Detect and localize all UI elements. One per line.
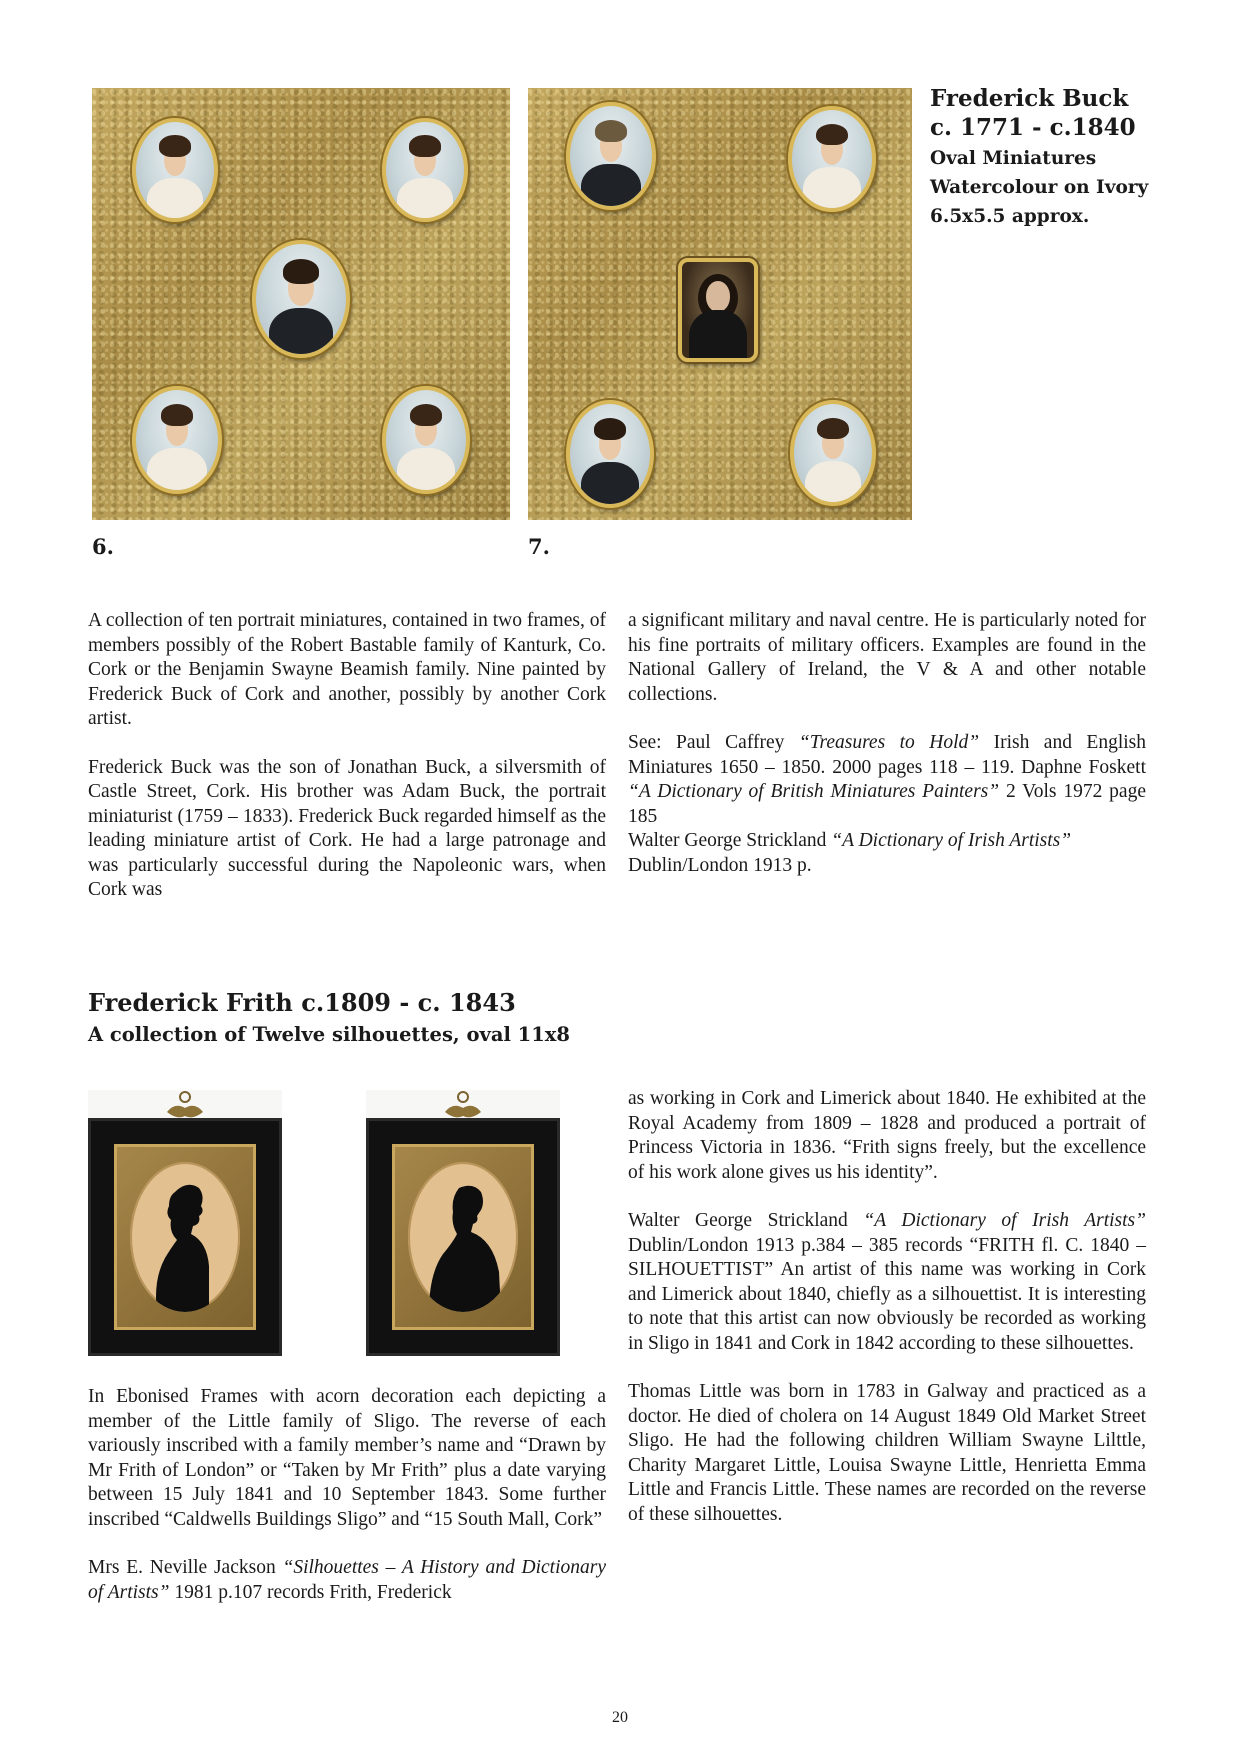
miniature-woman-rectangular-center: [678, 258, 758, 362]
woman-silhouette-icon: [130, 1162, 240, 1312]
frith-subtitle: A collection of Twelve silhouettes, oval 11x8: [88, 1023, 570, 1046]
miniature-woman-top-right: [382, 118, 468, 222]
artist-title: Frederick Buck: [930, 85, 1129, 112]
miniature-woman-bottom-left: [132, 386, 222, 494]
medium-line-1: Oval Miniatures: [930, 148, 1097, 169]
miniature-man-top-left: [566, 102, 656, 210]
miniature-size: 6.5x5.5 approx.: [930, 206, 1090, 227]
silhouette-frame-man: [366, 1090, 560, 1356]
frith-right-paragraph-1: as working in Cork and Limerick about 1840. He exhibited at the Royal Academy from 1809 – 1828 and produced a portrait of Princess Victoria in 1836. “Frith signs freely, but the excellence of his work alone gives us his identity”.: [628, 1088, 1146, 1183]
frith-left-paragraph-1: In Ebonised Frames with acorn decoration each depicting a member of the Little family of Sligo. The reverse of each variously inscribed with a family member’s name and “Drawn by Mr Frith of London” or “Taken by Mr Frith” plus a date varying between 15 July 1841 and 10 September 1843. Some further inscribed “Caldwells Buildings Sligo” and “15 South Mall, Cork”: [88, 1386, 606, 1530]
man-silhouette-icon: [408, 1162, 518, 1312]
buck-right-paragraph-1: a significant military and naval centre. He is particularly noted for his fine portraits of military officers. Examples are found in the National Gallery of Ireland, the V & A and other notable collections.: [628, 610, 1146, 705]
figure-7-label: 7.: [528, 534, 550, 559]
buck-left-column: [88, 609, 606, 903]
miniature-woman-top-right-7: [788, 106, 876, 212]
figure-6-frame: [92, 88, 510, 520]
medium-line-2: Watercolour on Ivory: [930, 177, 1149, 198]
miniature-man-center: [252, 240, 350, 358]
frith-right-column: [628, 1087, 1146, 1527]
buck-left-paragraph-1: A collection of ten portrait miniatures, contained in two frames, of members possibly of the Robert Bastable family of Kanturk, Co. Cork or the Benjamin Swayne Beamish family. Nine painted by Frederick Buck of Cork and another, possibly by another Cork artist.: [88, 610, 606, 729]
buck-reference-1: See: Paul Caffrey “Treasures to Hold” Irish and English Miniatures 1650 – 1850. 2000 pages 118 – 119. Daphne Foskett “A Dictionary of British Miniatures Painters” 2 Vols 1972 page 185: [628, 732, 1147, 827]
silhouette-frame-woman: [88, 1090, 282, 1356]
figure-7-frame: [528, 88, 912, 520]
buck-header: [930, 84, 1230, 231]
artist-dates: c. 1771 - c.1840: [930, 114, 1136, 141]
miniature-man-bottom-left: [566, 400, 654, 508]
buck-reference-2: Walter George Strickland “A Dictionary of Irish Artists” Dublin/London 1913 p.: [628, 830, 1072, 876]
frith-left-column: [88, 1385, 606, 1605]
frith-title: Frederick Frith c.1809 - c. 1843: [88, 988, 516, 1017]
frith-right-paragraph-3: Thomas Little was born in 1783 in Galway and practiced as a doctor. He died of cholera on 14 August 1849 Old Market Street Sligo. He had the following children William Swayne Lilttle, Charity Margaret Little, Louisa Swayne Little, Henrietta Emma Little and Francis Little. These names are recorded on the reverse of these silhouettes.: [628, 1381, 1146, 1525]
frith-right-paragraph-2: Walter George Strickland “A Dictionary of Irish Artists” Dublin/London 1913 p.384 – 385 records “FRITH fl. C. 1840 – SILHOUETTIST” An artist of this name was working in Cork and Limerick about 1840, chiefly as a silhouettist. It is interesting to note that this artist can now obviously be recorded as working in Sligo in 1841 and Cork in 1842 according to these silhouettes.: [628, 1210, 1146, 1354]
miniature-woman-bottom-right-7: [790, 400, 876, 506]
miniature-woman-top-left: [132, 118, 218, 222]
miniature-woman-bottom-right: [382, 386, 470, 494]
buck-right-column: [628, 609, 1146, 878]
frith-left-paragraph-2: Mrs E. Neville Jackson “Silhouettes – A History and Dictionary of Artists” 1981 p.107 records Frith, Frederick: [88, 1557, 607, 1603]
page-number: 20: [612, 1709, 628, 1726]
figure-6-label: 6.: [92, 534, 114, 559]
buck-left-paragraph-2: Frederick Buck was the son of Jonathan Buck, a silversmith of Castle Street, Cork. His brother was Adam Buck, the portrait miniaturist (1759 – 1833). Frederick Buck regarded himself as the leading miniature artist of Cork. He had a large patronage and was particularly successful during the Napoleonic wars, when Cork was: [88, 756, 606, 900]
